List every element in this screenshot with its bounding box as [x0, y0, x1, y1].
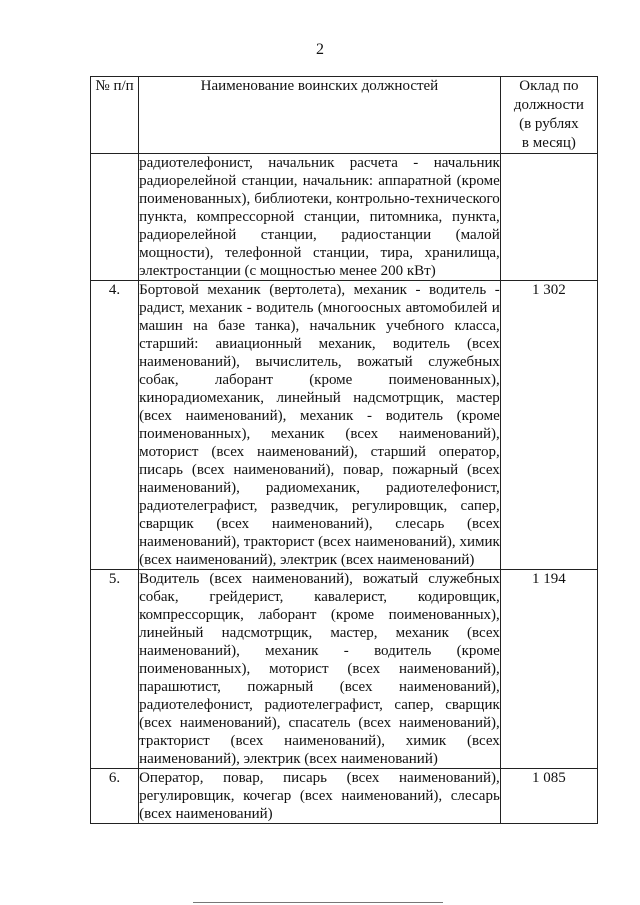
- page-number: 2: [316, 41, 324, 58]
- military-positions-table: [90, 76, 598, 824]
- row-position-names: Оператор, повар, писарь (всех наименований), регулировщик, кочегар (всех наименований), слесарь (всех наименований): [139, 770, 500, 822]
- table-row: [91, 570, 598, 769]
- row-number: 5.: [91, 570, 139, 769]
- bottom-edge-line: [193, 902, 443, 903]
- header-salary-line: (в рублях: [519, 116, 579, 132]
- header-number: № п/п: [91, 77, 139, 154]
- table-row: [91, 281, 598, 570]
- row-salary: 1 302: [500, 281, 597, 570]
- row-position-names: радиотелефонист, начальник расчета - начальник радиорелейной станции, начальник: аппаратной (кроме поименованных), библиотеки, контрольно-технического пункта, компрессорной станции, питомника, пункта, радиорелейной станции, радиостанции (малой мощности), телефонной станции, тира, хранилища, электростанции (с мощностью менее 200 кВт): [139, 155, 500, 279]
- row-salary: 1 194: [500, 570, 597, 769]
- table-header-row: [91, 77, 598, 154]
- row-position-names: Бортовой механик (вертолета), механик - водитель - радист, механик - водитель (многоосных автомобилей и машин на базе танка), начальник учебного класса, старший: авиационный механик, водитель (всех наименований), вычислитель, вожатый служебных собак, лаборант (кроме поименованных), кинорадиомеханик, линейный надсмотрщик, мастер (всех наименований), механик - водитель (кроме поименованных), механик (всех наименований), моторист (всех наименований), старший оператор, писарь (всех наименований), повар, пожарный (всех наименований), радиомеханик, радиотелефонист, радиотелеграфист, разведчик, регулировщик, сапер, сварщик (всех наименований), слесарь (всех наименований), тракторист (всех наименований), химик (всех наименований), электрик (всех наименований): [139, 282, 500, 568]
- header-salary-line: Оклад по: [519, 78, 579, 94]
- row-number: [91, 154, 139, 281]
- table-row: [91, 769, 598, 824]
- header-salary-line: должности: [513, 97, 584, 113]
- row-number: 6.: [91, 769, 139, 824]
- row-number: 4.: [91, 281, 139, 570]
- header-position-name: Наименование воинских должностей: [139, 77, 501, 154]
- row-salary: 1 085: [500, 769, 597, 824]
- header-salary-line: в месяц): [521, 135, 576, 151]
- row-position-names: Водитель (всех наименований), вожатый служебных собак, грейдерист, кавалерист, кодировщик, компрессорщик, лаборант (кроме поименованных), линейный надсмотрщик, мастер, механик (всех наименований), механик - водитель (кроме поименованных), моторист (всех наименований), парашютист, пожарный (всех наименований), радиотелефонист, радиотелеграфист, сапер, сварщик (всех наименований), спасатель (всех наименований), тракторист (всех наименований), химик (всех наименований), электрик (всех наименований): [139, 571, 500, 767]
- table-row: [91, 154, 598, 281]
- header-salary: [500, 77, 597, 154]
- row-salary: [500, 154, 597, 281]
